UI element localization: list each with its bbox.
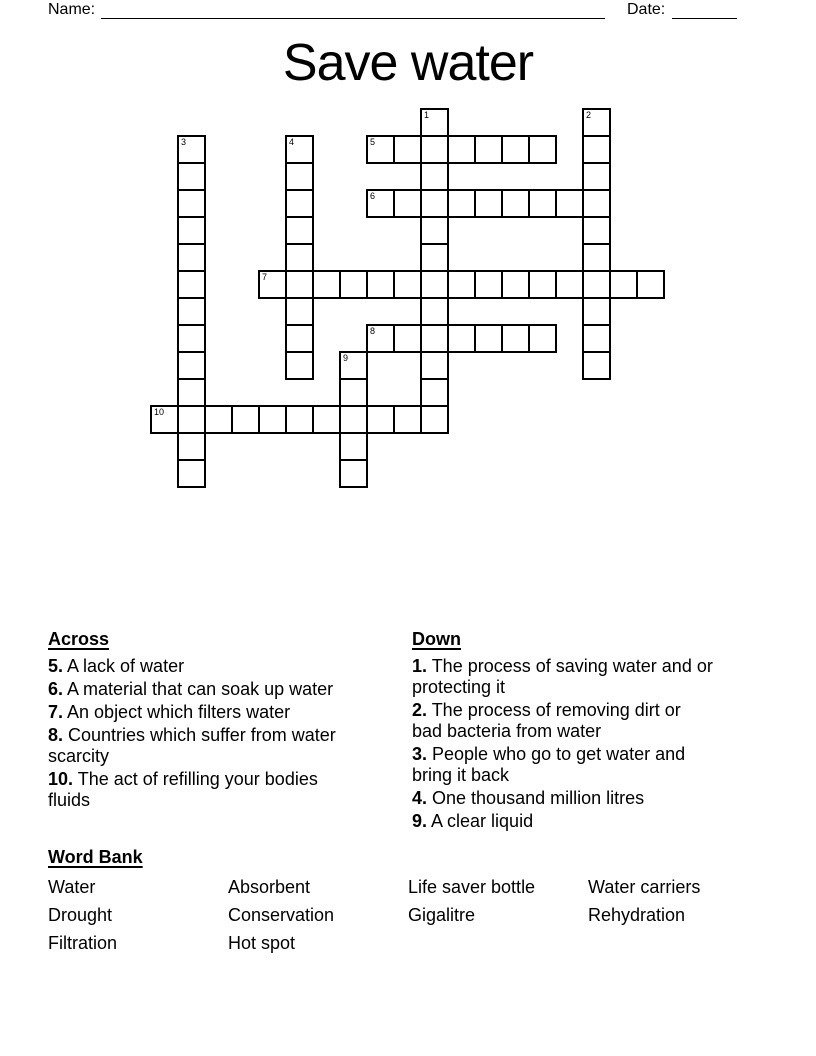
- grid-cell: [366, 135, 395, 164]
- cell-number: 3: [181, 137, 187, 147]
- grid-cell: [474, 324, 503, 353]
- grid-cell: [177, 135, 206, 164]
- grid-cell: [312, 405, 341, 434]
- grid-cell: [177, 351, 206, 380]
- grid-cell: [177, 459, 206, 488]
- word-bank-column: [228, 873, 406, 957]
- grid-cell: [339, 432, 368, 461]
- across-clues-section: [48, 629, 404, 813]
- grid-cell: [177, 189, 206, 218]
- clue-item: [412, 811, 768, 832]
- grid-cell: [474, 135, 503, 164]
- grid-cell: [393, 405, 422, 434]
- grid-cell: [339, 405, 368, 434]
- grid-cell: [177, 324, 206, 353]
- grid-cell: [177, 405, 206, 434]
- clue-item: [48, 725, 404, 767]
- cell-number: 4: [289, 137, 295, 147]
- clue-line: 3. People who go to get water and: [412, 744, 686, 764]
- grid-cell: [420, 405, 449, 434]
- cell-number: 10: [154, 407, 165, 417]
- grid-cell: [339, 378, 368, 407]
- name-label: Name:: [48, 1, 96, 18]
- date-label: Date:: [627, 1, 666, 18]
- grid-cell: [447, 189, 476, 218]
- clue-number: 9.: [412, 811, 428, 831]
- clue-number: 8.: [48, 725, 64, 745]
- word-bank-heading: Word Bank: [48, 847, 143, 867]
- grid-cell: [285, 297, 314, 326]
- grid-cell: [636, 270, 665, 299]
- word-bank-item: Rehydration: [588, 905, 686, 925]
- word-bank-item: Water carriers: [588, 877, 701, 897]
- grid-cell: [177, 216, 206, 245]
- clue-number: 1.: [412, 656, 428, 676]
- cell-number: 6: [370, 191, 376, 201]
- grid-cell: [285, 162, 314, 191]
- grid-cell: [285, 189, 314, 218]
- clue-line: 1. The process of saving water and or: [412, 656, 713, 676]
- clue-line: 9. A clear liquid: [412, 811, 534, 831]
- clue-line: 2. The process of removing dirt or: [412, 700, 681, 720]
- word-bank-section: [48, 847, 788, 953]
- name-blank-line: [101, 18, 605, 19]
- clue-number: 10.: [48, 769, 74, 789]
- word-bank-column: [48, 873, 226, 957]
- grid-cell: [420, 108, 449, 137]
- cell-number: 5: [370, 137, 376, 147]
- clue-item: [412, 744, 768, 786]
- grid-cell: [177, 378, 206, 407]
- word-bank-item: Drought: [48, 905, 113, 925]
- clue-line: bring it back: [412, 765, 510, 785]
- clue-item: [48, 656, 404, 677]
- grid-cell: [582, 162, 611, 191]
- grid-cell: [177, 432, 206, 461]
- across-heading: Across: [48, 629, 110, 649]
- grid-cell: [420, 351, 449, 380]
- grid-cell: [582, 297, 611, 326]
- grid-cell: [339, 459, 368, 488]
- grid-cell: [177, 162, 206, 191]
- grid-cell: [528, 324, 557, 353]
- clue-item: [48, 702, 404, 723]
- grid-cell: [420, 243, 449, 272]
- grid-cell: [366, 324, 395, 353]
- grid-cell: [501, 270, 530, 299]
- grid-cell: [474, 189, 503, 218]
- clue-number: 6.: [48, 679, 64, 699]
- clue-number: 3.: [412, 744, 428, 764]
- clue-line: scarcity: [48, 746, 110, 766]
- grid-cell: [420, 270, 449, 299]
- clue-item: [412, 788, 768, 809]
- across-clue-list: [48, 656, 404, 811]
- grid-cell: [177, 243, 206, 272]
- grid-cell: [420, 378, 449, 407]
- clue-item: [48, 679, 404, 700]
- cell-number: 2: [586, 110, 592, 120]
- grid-cell: [312, 270, 341, 299]
- clue-number: 4.: [412, 788, 428, 808]
- clue-number: 2.: [412, 700, 428, 720]
- grid-cell: [258, 405, 287, 434]
- clue-line: bad bacteria from water: [412, 721, 602, 741]
- grid-cell: [393, 189, 422, 218]
- grid-cell: [555, 270, 584, 299]
- grid-cell: [582, 189, 611, 218]
- cell-number: 7: [262, 272, 268, 282]
- grid-cell: [501, 189, 530, 218]
- grid-cell: [474, 270, 503, 299]
- grid-cell: [285, 270, 314, 299]
- word-bank-item: Conservation: [228, 905, 335, 925]
- grid-cell: [393, 324, 422, 353]
- word-bank-column: [408, 873, 586, 929]
- down-clue-list: [412, 656, 768, 832]
- grid-cell: [393, 135, 422, 164]
- grid-cell: [420, 189, 449, 218]
- grid-cell: [420, 297, 449, 326]
- grid-cell: [501, 324, 530, 353]
- clue-line: 8. Countries which suffer from water: [48, 725, 336, 745]
- clue-item: [48, 769, 404, 811]
- clue-line: 7. An object which filters water: [48, 702, 291, 722]
- grid-cell: [177, 270, 206, 299]
- grid-cell: [582, 135, 611, 164]
- clue-line: 10. The act of refilling your bodies: [48, 769, 318, 789]
- grid-cell: [204, 405, 233, 434]
- clue-item: [412, 700, 768, 742]
- clue-line: protecting it: [412, 677, 506, 697]
- word-bank-item: Hot spot: [228, 933, 296, 953]
- date-blank-line: [672, 18, 737, 19]
- grid-cell: [285, 405, 314, 434]
- grid-cell: [447, 270, 476, 299]
- grid-cell: [258, 270, 287, 299]
- grid-cell: [420, 324, 449, 353]
- grid-cell: [285, 243, 314, 272]
- grid-cell: [393, 270, 422, 299]
- cell-number: 8: [370, 326, 376, 336]
- word-bank-item: Absorbent: [228, 877, 311, 897]
- down-clues-section: [412, 629, 768, 834]
- grid-cell: [420, 135, 449, 164]
- grid-cell: [339, 270, 368, 299]
- cell-number: 1: [424, 110, 430, 120]
- grid-cell: [555, 189, 584, 218]
- clue-line: 6. A material that can soak up water: [48, 679, 334, 699]
- word-bank-item: Gigalitre: [408, 905, 476, 925]
- grid-cell: [582, 351, 611, 380]
- grid-cell: [285, 351, 314, 380]
- grid-cell: [285, 216, 314, 245]
- grid-cell: [501, 135, 530, 164]
- grid-cell: [582, 324, 611, 353]
- grid-cell: [447, 135, 476, 164]
- grid-cell: [339, 351, 368, 380]
- grid-cell: [420, 216, 449, 245]
- grid-cell: [582, 216, 611, 245]
- grid-cell: [582, 108, 611, 137]
- clue-line: 5. A lack of water: [48, 656, 185, 676]
- grid-cell: [528, 189, 557, 218]
- grid-cell: [177, 297, 206, 326]
- grid-cell: [150, 405, 179, 434]
- clue-line: 4. One thousand million litres: [412, 788, 645, 808]
- grid-cell: [582, 270, 611, 299]
- word-bank-column: [588, 873, 766, 929]
- grid-cell: [285, 135, 314, 164]
- grid-cell: [366, 189, 395, 218]
- grid-cell: [528, 270, 557, 299]
- word-bank-item: Water: [48, 877, 96, 897]
- clue-item: [412, 656, 768, 698]
- clue-line: fluids: [48, 790, 91, 810]
- grid-cell: [231, 405, 260, 434]
- down-heading: Down: [412, 629, 461, 649]
- grid-cell: [582, 243, 611, 272]
- grid-cell: [528, 135, 557, 164]
- grid-cell: [366, 270, 395, 299]
- grid-cell: [609, 270, 638, 299]
- grid-cell: [420, 162, 449, 191]
- clue-number: 5.: [48, 656, 64, 676]
- grid-cell: [285, 324, 314, 353]
- grid-cell: [447, 324, 476, 353]
- grid-cell: [366, 405, 395, 434]
- word-bank-item: Filtration: [48, 933, 118, 953]
- page-title: Save water: [282, 34, 534, 92]
- cell-number: 9: [343, 353, 349, 363]
- clue-number: 7.: [48, 702, 64, 722]
- word-bank-item: Life saver bottle: [408, 877, 536, 897]
